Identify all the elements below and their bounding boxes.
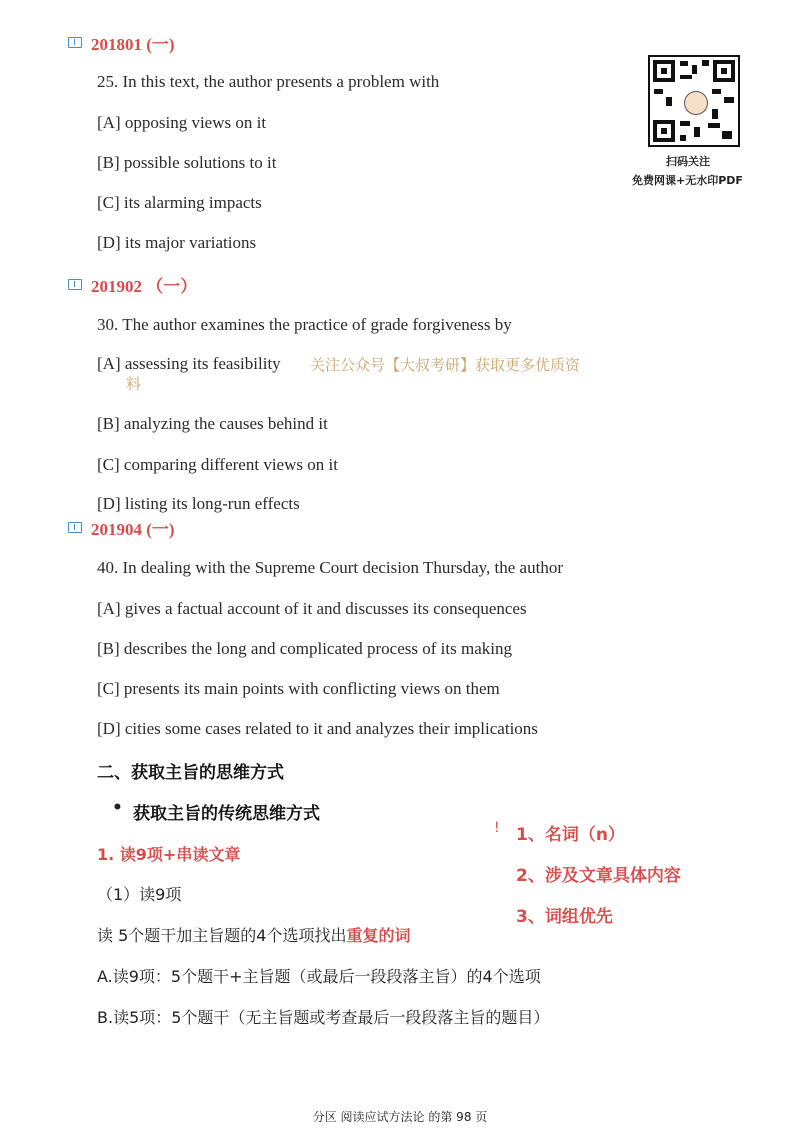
note-marker: ! <box>494 820 500 836</box>
option-c: [C] comparing different views on it <box>97 455 338 474</box>
qr-caption-free: 免费网课+无水印PDF <box>632 174 743 187</box>
option-d: [D] cities some cases related to it and analyzes their implications <box>97 719 538 738</box>
watermark-text-cont: 料 <box>126 375 142 393</box>
book-icon <box>68 37 82 48</box>
bullet-dot: • <box>112 798 123 818</box>
step-1: 1. 读9项+串读文章 <box>97 845 241 864</box>
option-b: [B] possible solutions to it <box>97 153 277 172</box>
watermark-text: 关注公众号【大叔考研】获取更多优质资 <box>310 356 581 374</box>
method-heading: 二、获取主旨的思维方式 <box>97 763 284 783</box>
option-a: [A] opposing views on it <box>97 113 267 132</box>
instruction-line: 读 5个题干加主旨题的4个选项找出重复的词 <box>97 926 411 945</box>
option-d: [D] its major variations <box>97 233 257 252</box>
method-bullet: 获取主旨的传统思维方式 <box>133 804 320 824</box>
option-b: [B] describes the long and complicated process of its making <box>97 639 512 658</box>
book-icon <box>68 522 82 533</box>
option-b: [B] analyzing the causes behind it <box>97 414 328 433</box>
note-2: 2、涉及文章具体内容 <box>516 866 681 886</box>
question-25: 25. In this text, the author presents a problem with <box>97 72 440 91</box>
section-tag-201801: 201801 (一) <box>68 30 175 55</box>
option-a: [A] assessing its feasibility <box>97 354 281 373</box>
line-b: B.读5项：5个题干（无主旨题或考查最后一段段落主旨的题目） <box>97 1008 550 1027</box>
sub-step-1: （1）读9项 <box>97 885 182 904</box>
option-c: [C] presents its main points with conflicting views on them <box>97 679 500 698</box>
option-c: [C] its alarming impacts <box>97 193 262 212</box>
note-1: 1、名词（n） <box>516 825 625 845</box>
option-a: [A] gives a factual account of it and discusses its consequences <box>97 599 527 618</box>
option-d: [D] listing its long-run effects <box>97 494 300 513</box>
qr-caption-scan: 扫码关注 <box>666 155 710 168</box>
qr-code-image[interactable] <box>648 55 740 147</box>
note-3: 3、词组优先 <box>516 907 613 927</box>
question-30: 30. The author examines the practice of grade forgiveness by <box>97 315 512 334</box>
line-a: A.读9项：5个题干+主旨题（或最后一段段落主旨）的4个选项 <box>97 967 541 986</box>
avatar-icon <box>684 91 708 115</box>
section-tag-201902: 201902 （一） <box>68 272 197 297</box>
question-40: 40. In dealing with the Supreme Court decision Thursday, the author <box>97 558 563 577</box>
section-tag-201904: 201904 (一) <box>68 515 175 540</box>
page-footer: 分区 阅读应试方法论 的第 98 页 <box>312 1110 488 1124</box>
book-icon <box>68 279 82 290</box>
